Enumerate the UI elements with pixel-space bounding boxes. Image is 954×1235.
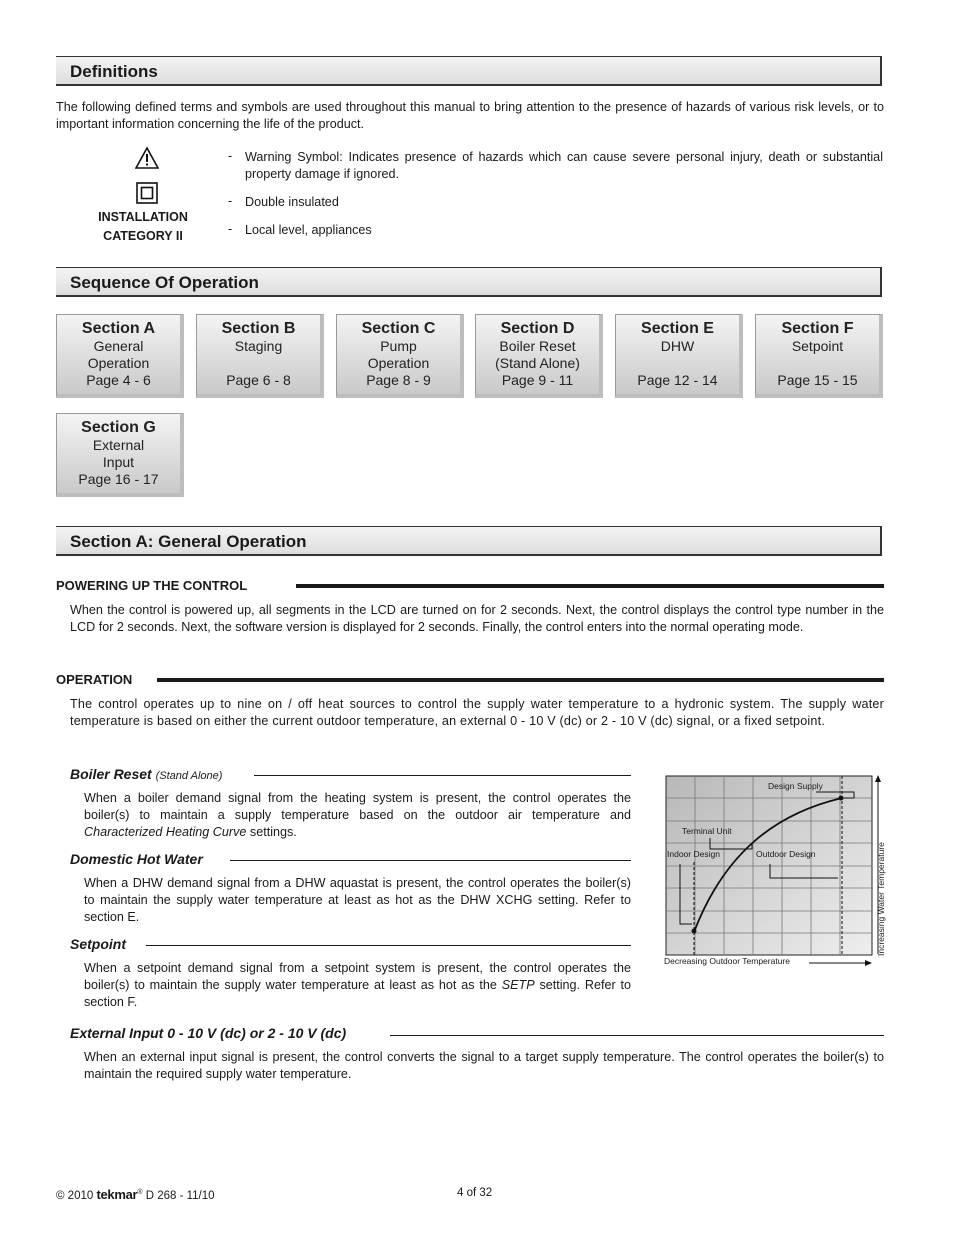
sequence-box-g[interactable] (56, 413, 184, 497)
definitions-header-bar (56, 56, 882, 86)
sequence-box-b[interactable] (196, 314, 324, 398)
sequence-box-a[interactable] (56, 314, 184, 398)
box-title: Section B (221, 320, 296, 337)
boiler-reset-rule (254, 775, 631, 776)
box-line2 (197, 355, 320, 372)
boiler-reset-subtitle: (Stand Alone) (155, 770, 223, 782)
powering-heading: POWERING UP THE CONTROL (56, 578, 248, 593)
diagram-grid-area (666, 776, 872, 955)
y-axis-label: Increasing Water Temperature (876, 842, 886, 956)
install-cat-line1: INSTALLATION (98, 210, 188, 224)
symbol-dash-2: - (228, 194, 233, 208)
boiler-reset-text-b: settings. (246, 825, 297, 839)
setpoint-text (84, 960, 631, 1011)
sequence-box-c[interactable] (336, 314, 464, 398)
box-line2 (756, 355, 879, 372)
section-a-title: Section A: General Operation (70, 532, 307, 551)
symbol-text-double: Double insulated (245, 195, 339, 209)
box-page: Page 9 - 11 (501, 372, 574, 388)
outdoor-design-label: Outdoor Design (756, 849, 816, 859)
setpoint-heading: Setpoint (70, 936, 126, 952)
tekmar-logo: tekmar (96, 1187, 138, 1202)
operation-text: The control operates up to nine on / off heat sources to control the supply water temperature to a hydronic system. The supply water temperature is based on either the current outdoor temperature, an external 0 - 10 V (dc) or 2 - 10 V (dc) signal, or a fixed setpoint. (70, 697, 884, 728)
boiler-reset-title: Boiler Reset (70, 766, 152, 782)
sequence-box-f[interactable] (755, 314, 883, 398)
box-page: Page 8 - 9 (366, 372, 431, 388)
symbol-text-local: Local level, appliances (245, 223, 372, 237)
sequence-title: Sequence Of Operation (70, 273, 259, 292)
box-title: Section D (500, 320, 575, 337)
symbol-dash-3: - (228, 222, 233, 236)
box-page: Page 4 - 6 (86, 372, 151, 388)
box-line2: (Stand Alone) (495, 355, 580, 371)
registered-mark: ® (137, 1189, 143, 1197)
warning-triangle-icon (135, 146, 159, 170)
setpoint-text-a: When a setpoint demand signal from a setpoint system is present, the control operates the boiler(s) to maintain the supply water temperature at least as hot as the (84, 961, 631, 992)
external-input-rule (390, 1035, 884, 1036)
boiler-reset-text-italic: Characterized Heating Curve (84, 825, 247, 839)
box-line1: Staging (234, 338, 283, 354)
footer-left (56, 1187, 215, 1202)
box-line2 (616, 355, 739, 372)
box-line1: Pump (380, 338, 417, 354)
design-supply-label: Design Supply (768, 781, 823, 791)
definitions-intro: The following defined terms and symbols are used throughout this manual to bring attention to the presence of hazards of various risk levels, or to important information concerning the life of the product. (56, 100, 884, 131)
external-input-heading: External Input 0 - 10 V (dc) or 2 - 10 V (dc) (70, 1025, 347, 1041)
double-square-icon (136, 182, 158, 204)
boiler-reset-text (84, 790, 631, 841)
boiler-reset-heading (70, 766, 222, 782)
footer-copyright: © 2010 (56, 1190, 94, 1202)
installation-category-label (84, 208, 202, 246)
box-page: Page 16 - 17 (78, 471, 159, 487)
footer-page-number: 4 of 32 (457, 1187, 493, 1199)
boiler-reset-text-a: When a boiler demand signal from the heating system is present, the control operates the boiler(s) to maintain a supply temperature based on the outdoor air temperature and (84, 791, 631, 822)
operation-rule (157, 678, 884, 682)
box-title: Section A (81, 320, 156, 337)
section-a-header-bar (56, 526, 882, 556)
setpoint-text-italic: SETP (501, 978, 535, 992)
terminal-unit-label: Terminal Unit (682, 826, 732, 836)
x-axis-label: Decreasing Outdoor Temperature (664, 956, 790, 966)
box-line1: External (92, 437, 145, 453)
box-title: Section G (81, 419, 156, 436)
box-line2: Input (102, 454, 135, 470)
dhw-rule (230, 860, 631, 861)
operation-heading: OPERATION (56, 672, 133, 687)
box-line2: Operation (367, 355, 430, 371)
box-title: Section F (781, 320, 854, 337)
dhw-text: When a DHW demand signal from a DHW aquastat is present, the control operates the boiler(s) to maintain the supply water temperature at least as hot as the DHW XCHG setting. Refer to section E. (84, 876, 631, 924)
dhw-heading: Domestic Hot Water (70, 851, 203, 867)
box-line1: General (93, 338, 144, 354)
sequence-box-e[interactable] (615, 314, 743, 398)
box-line1: DHW (660, 338, 695, 354)
powering-text: When the control is powered up, all segments in the LCD are turned on for 2 seconds. Next, the control displays the control type number in the LCD for 2 seconds. Next, the software version is displayed for 2 seconds. Finally, the control enters into the normal operating mode. (70, 603, 884, 634)
heating-curve-diagram (664, 774, 884, 970)
box-page: Page 12 - 14 (637, 372, 718, 388)
box-line2: Operation (87, 355, 150, 371)
sequence-box-d[interactable] (475, 314, 603, 398)
footer-doc-id: D 268 - 11/10 (145, 1190, 215, 1202)
symbol-dash-1: - (228, 149, 233, 163)
setpoint-text-b: setting. Refer to section F. (84, 978, 631, 1009)
external-input-text: When an external input signal is present, the control converts the signal to a target supply temperature. The control operates the boiler(s) to maintain the required supply water temperature. (84, 1050, 884, 1081)
symbol-text-warning: Warning Symbol: Indicates presence of hazards which can cause severe personal injury, death or substantial property damage if ignored. (245, 150, 883, 181)
box-title: Section E (641, 320, 714, 337)
definitions-title: Definitions (70, 62, 158, 81)
setpoint-rule (146, 945, 631, 946)
box-page: Page 15 - 15 (777, 372, 858, 388)
box-line1: Boiler Reset (499, 338, 576, 354)
box-page: Page 6 - 8 (226, 372, 291, 388)
install-cat-line2: CATEGORY II (103, 229, 183, 243)
powering-rule (296, 584, 884, 588)
box-title: Section C (361, 320, 436, 337)
box-line1: Setpoint (791, 338, 844, 354)
sequence-header-bar (56, 267, 882, 297)
indoor-design-label: Indoor Design (667, 849, 720, 859)
